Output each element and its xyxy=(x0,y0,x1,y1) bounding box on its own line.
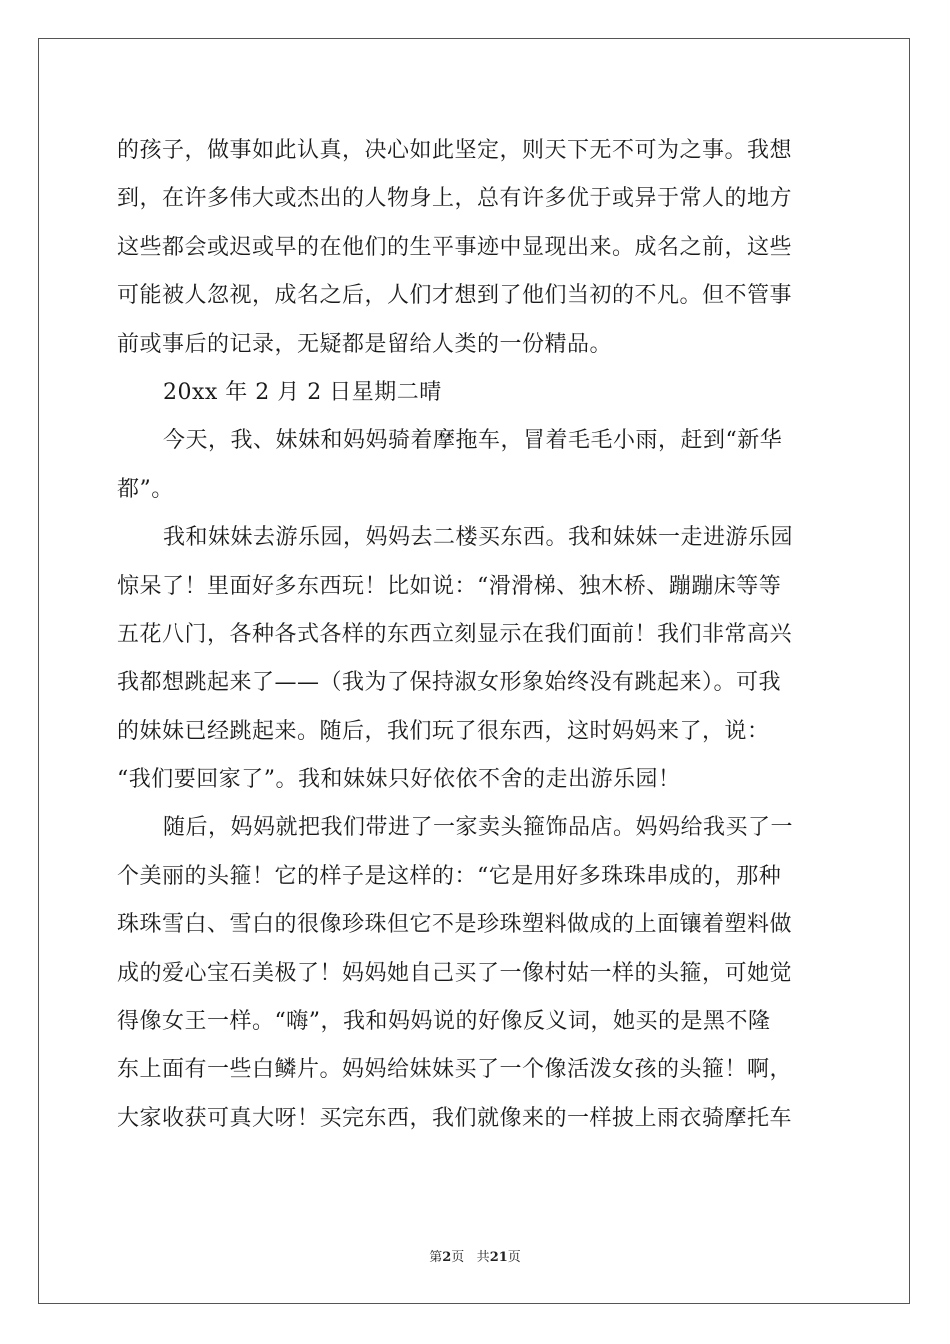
text-line: “我们要回家了”。我和妹妹只好依依不舍的走出游乐园！ xyxy=(117,767,681,793)
text-line: 我和妹妹去游乐园，妈妈去二楼买东西。我和妹妹一走进游乐园 xyxy=(163,525,794,551)
footer-page-unit: 页 xyxy=(451,1250,465,1265)
text-line: 可能被人忽视，成名之后，人们才想到了他们当初的不凡。但不管事 xyxy=(117,283,793,309)
text-line: 我都想跳起来了——（我为了保持淑女形象始终没有跳起来）。可我 xyxy=(117,670,782,696)
text-line: 成的爱心宝石美极了！妈妈她自己买了一像村姑一样的头箍，可她觉 xyxy=(117,960,793,986)
footer-total-pages: 21 xyxy=(489,1250,508,1265)
text-line: 个美丽的头箍！它的样子是这样的：“它是用好多珠珠串成的，那种 xyxy=(117,863,782,889)
page-footer xyxy=(0,1246,950,1265)
text-line: 都”。 xyxy=(117,476,174,502)
text-line: 得像女王一样。“嗨”，我和妈妈说的好像反义词，她买的是黑不隆 xyxy=(117,1009,771,1035)
text-line: 大家收获可真大呀！买完东西，我们就像来的一样披上雨衣骑摩托车 xyxy=(117,1105,793,1131)
text-line: 东上面有一些白鳞片。妈妈给妹妹买了一个像活泼女孩的头箍！啊， xyxy=(117,1057,793,1083)
document-body xyxy=(117,127,837,1143)
text-line: 前或事后的记录，无疑都是留给人类的一份精品。 xyxy=(117,331,613,357)
footer-total-prefix: 共 xyxy=(476,1250,490,1265)
footer-total-unit: 页 xyxy=(507,1250,521,1265)
text-line: 到，在许多伟大或杰出的人物身上，总有许多优于或异于常人的地方 xyxy=(117,186,793,212)
text-line: 五花八门，各种各式各样的东西立刻显示在我们面前！我们非常高兴 xyxy=(117,621,793,647)
footer-page-prefix: 第 xyxy=(429,1250,443,1265)
text-line: 的孩子，做事如此认真，决心如此坚定，则天下无不可为之事。我想 xyxy=(117,138,793,163)
footer-separator xyxy=(464,1250,476,1265)
text-line: 20xx 年 2 月 2 日星期二晴 xyxy=(163,379,442,405)
text-line: 今天，我、妹妹和妈妈骑着摩拖车，冒着毛毛小雨，赶到“新华 xyxy=(163,428,783,454)
text-line: 这些都会或迟或早的在他们的生平事迹中显现出来。成名之前，这些 xyxy=(117,234,793,260)
text-line: 的妹妹已经跳起来。随后，我们玩了很东西，这时妈妈来了，说： xyxy=(117,718,770,744)
text-line: 珠珠雪白、雪白的很像珍珠但它不是珍珠塑料做成的上面镶着塑料做 xyxy=(117,912,793,938)
text-line: 随后，妈妈就把我们带进了一家卖头箍饰品店。妈妈给我买了一 xyxy=(163,815,794,841)
footer-current-page: 2 xyxy=(442,1250,452,1265)
text-line: 惊呆了！里面好多东西玩！比如说：“滑滑梯、独木桥、蹦蹦床等等 xyxy=(117,573,782,599)
